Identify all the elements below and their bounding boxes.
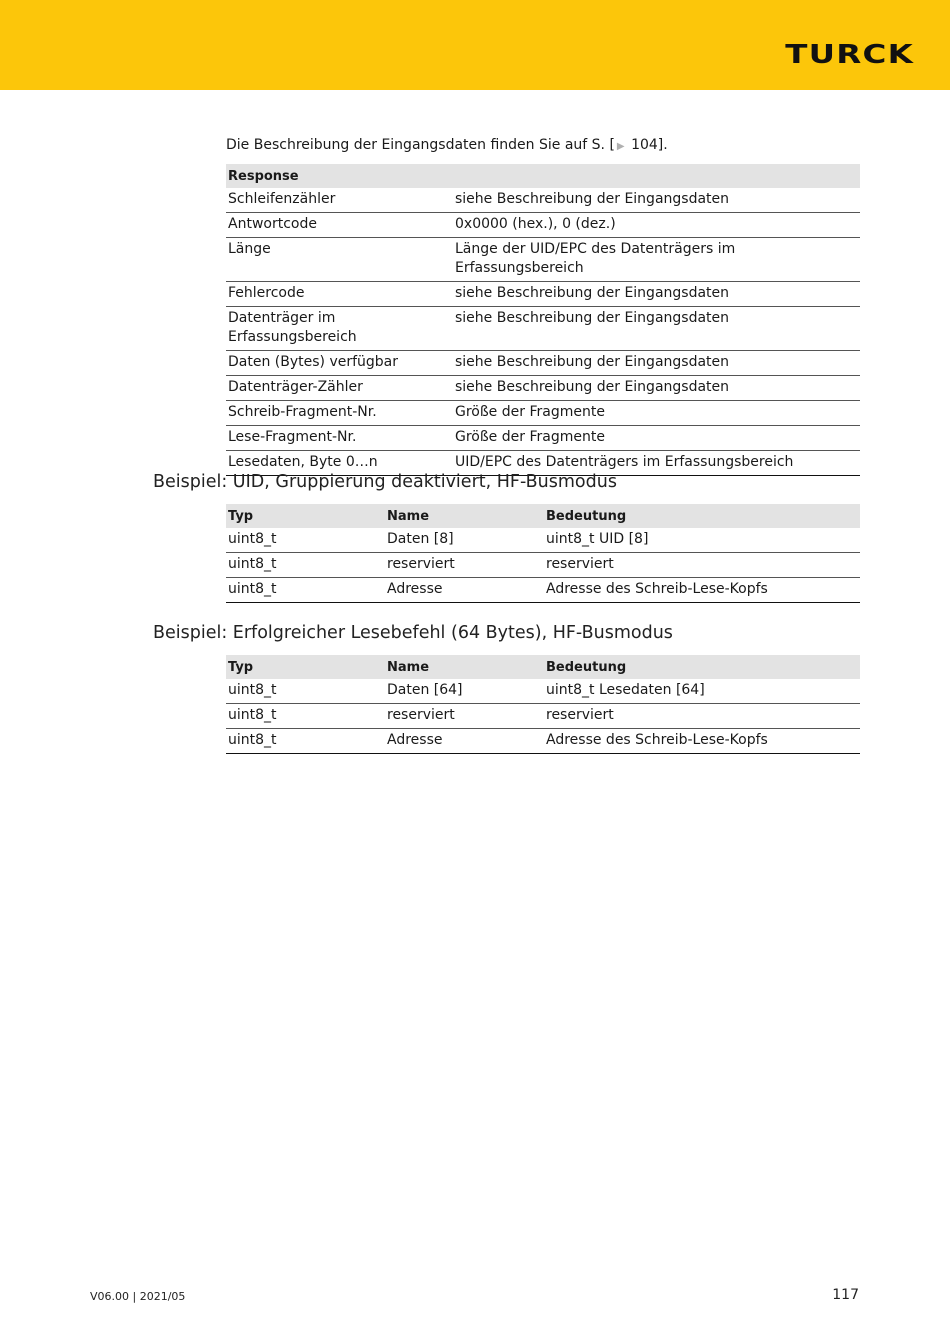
name-cell: Daten [64] [385, 679, 544, 704]
meaning-cell: Adresse des Schreib-Lese-Kopfs [544, 729, 860, 754]
table-row [226, 351, 860, 376]
field-cell: Antwortcode [226, 213, 453, 238]
field-cell: Länge [226, 238, 453, 282]
table-row [226, 578, 860, 603]
type-cell: uint8_t [226, 729, 385, 754]
field-cell: Fehlercode [226, 282, 453, 307]
table-row [226, 401, 860, 426]
value-cell: siehe Beschreibung der Eingangsdaten [453, 307, 860, 351]
field-cell: Lese-Fragment-Nr. [226, 426, 453, 451]
type-cell: uint8_t [226, 553, 385, 578]
value-cell: 0x0000 (hex.), 0 (dez.) [453, 213, 860, 238]
example1-title: Beispiel: UID, Gruppierung deaktiviert, HF-Busmodus [153, 472, 617, 492]
ref-arrow-icon: ▶ [616, 141, 625, 152]
name-cell: Adresse [385, 729, 544, 754]
field-cell: Datenträger im Erfassungsbereich [226, 307, 453, 351]
response-table [226, 164, 860, 476]
table-row [226, 213, 860, 238]
meaning-cell: uint8_t UID [8] [544, 528, 860, 553]
column-header-name: Name [385, 655, 544, 679]
response-table-header: Response [226, 164, 860, 188]
ref-bracket-open: [ [609, 137, 615, 153]
value-cell: siehe Beschreibung der Eingangsdaten [453, 376, 860, 401]
name-cell: Daten [8] [385, 528, 544, 553]
table-row [226, 188, 860, 213]
meaning-cell: reserviert [544, 553, 860, 578]
intro-text [226, 137, 668, 153]
example2-table [226, 655, 860, 754]
name-cell: reserviert [385, 553, 544, 578]
type-cell: uint8_t [226, 528, 385, 553]
column-header-typ: Typ [226, 504, 385, 528]
page-reference-link[interactable]: 104 [631, 137, 658, 153]
example1-table [226, 504, 860, 603]
value-cell: UID/EPC des Datenträgers im Erfassungsbereich [453, 451, 860, 476]
type-cell: uint8_t [226, 578, 385, 603]
table-row [226, 307, 860, 351]
meaning-cell: uint8_t Lesedaten [64] [544, 679, 860, 704]
turck-logo: TURCK [785, 40, 914, 70]
field-cell: Lesedaten, Byte 0…n [226, 451, 453, 476]
table-row [226, 679, 860, 704]
name-cell: reserviert [385, 704, 544, 729]
field-cell: Schleifenzähler [226, 188, 453, 213]
column-header-name: Name [385, 504, 544, 528]
header-band [0, 0, 950, 90]
table-row [226, 704, 860, 729]
value-cell: Länge der UID/EPC des Datenträgers im Erfassungsbereich [453, 238, 860, 282]
value-cell: Größe der Fragmente [453, 426, 860, 451]
table-row [226, 426, 860, 451]
column-header-bedeutung: Bedeutung [544, 504, 860, 528]
meaning-cell: reserviert [544, 704, 860, 729]
table-row [226, 553, 860, 578]
table-row [226, 729, 860, 754]
field-cell: Schreib-Fragment-Nr. [226, 401, 453, 426]
type-cell: uint8_t [226, 704, 385, 729]
value-cell: siehe Beschreibung der Eingangsdaten [453, 351, 860, 376]
table-row [226, 528, 860, 553]
type-cell: uint8_t [226, 679, 385, 704]
table-row [226, 376, 860, 401]
footer-version: V06.00 | 2021/05 [90, 1290, 186, 1303]
table-row [226, 282, 860, 307]
value-cell: Größe der Fragmente [453, 401, 860, 426]
example2-title: Beispiel: Erfolgreicher Lesebefehl (64 Bytes), HF-Busmodus [153, 623, 673, 643]
ref-bracket-close: ]. [657, 137, 668, 153]
field-cell: Daten (Bytes) verfügbar [226, 351, 453, 376]
meaning-cell: Adresse des Schreib-Lese-Kopfs [544, 578, 860, 603]
field-cell: Datenträger-Zähler [226, 376, 453, 401]
value-cell: siehe Beschreibung der Eingangsdaten [453, 188, 860, 213]
column-header-typ: Typ [226, 655, 385, 679]
table-row [226, 238, 860, 282]
intro-sentence: Die Beschreibung der Eingangsdaten finden Sie auf S. [226, 137, 605, 153]
value-cell: siehe Beschreibung der Eingangsdaten [453, 282, 860, 307]
name-cell: Adresse [385, 578, 544, 603]
page-number: 117 [832, 1287, 859, 1303]
column-header-bedeutung: Bedeutung [544, 655, 860, 679]
